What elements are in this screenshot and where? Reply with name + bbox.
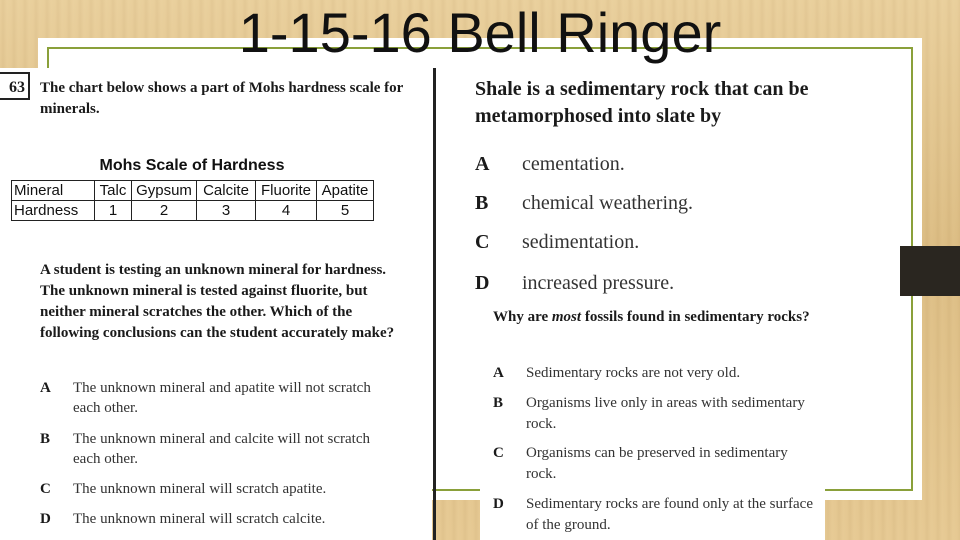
mineral-cell: Calcite [197, 181, 256, 201]
option-text: The unknown mineral will scratch apatite. [73, 481, 327, 497]
mineral-cell: Fluorite [256, 181, 317, 201]
side-tab-decoration [900, 246, 960, 296]
option-text: The unknown mineral will scratch calcite. [73, 511, 326, 527]
hardness-cell: 1 [95, 201, 132, 221]
hardness-cell: 4 [256, 201, 317, 221]
option-text: Sedimentary rocks are not very old. [526, 365, 741, 381]
question-stem: A student is testing an unknown mineral for hardness. The unknown mineral is tested against fluorite, but neither mineral scratches the other. Which of the following conclusions can the student accurately make? [40, 262, 395, 341]
row-header-hardness: Hardness [12, 201, 95, 221]
mineral-cell: Gypsum [132, 181, 197, 201]
table-title: Mohs Scale of Hardness [99, 157, 285, 174]
stem-emphasis: most [551, 309, 582, 325]
option-letter: A [493, 365, 504, 381]
hardness-cell: 5 [317, 201, 374, 221]
stem-text: Why are [493, 309, 552, 325]
panel-divider [433, 68, 436, 540]
option-letter: C [493, 445, 504, 461]
shale-question-stem: Shale is a sedimentary rock that can be metamorphosed into slate by [475, 78, 809, 127]
table-row [12, 181, 374, 201]
option-text: increased pressure. [522, 272, 675, 294]
option-letter: B [493, 395, 504, 411]
mohs-table [11, 180, 374, 221]
option-text: The unknown mineral and apatite will not scratch each other. [73, 380, 371, 416]
option-letter: B [40, 431, 51, 447]
row-header-mineral: Mineral [12, 181, 95, 201]
question-number: 63 [0, 72, 30, 100]
option-letter: D [40, 511, 51, 527]
option-letter: C [475, 231, 490, 253]
option-letter: C [40, 481, 51, 497]
option-text: Organisms can be preserved in sedimentary rock. [526, 445, 788, 482]
option-text: Organisms live only in areas with sedimentary rock. [526, 395, 805, 432]
option-text: sedimentation. [522, 231, 640, 253]
option-text: cementation. [522, 153, 625, 175]
option-letter: D [493, 496, 504, 512]
stem-text: fossils found in sedimentary rocks? [581, 309, 810, 325]
option-letter: B [475, 192, 489, 214]
option-letter: D [475, 272, 490, 294]
table-row [12, 201, 374, 221]
option-text: The unknown mineral and calcite will not scratch each other. [73, 431, 370, 467]
option-text: Sedimentary rocks are found only at the surface of the ground. [526, 496, 813, 533]
option-letter: A [40, 380, 51, 396]
question-intro: The chart below shows a part of Mohs hardness scale for minerals. [40, 80, 404, 117]
option-text: chemical weathering. [522, 192, 694, 214]
hardness-cell: 3 [197, 201, 256, 221]
hardness-cell: 2 [132, 201, 197, 221]
slide-title: 1-15-16 Bell Ringer [238, 1, 722, 64]
mineral-cell: Apatite [317, 181, 374, 201]
option-letter: A [475, 153, 490, 175]
mineral-cell: Talc [95, 181, 132, 201]
fossil-question-stem [493, 307, 813, 327]
